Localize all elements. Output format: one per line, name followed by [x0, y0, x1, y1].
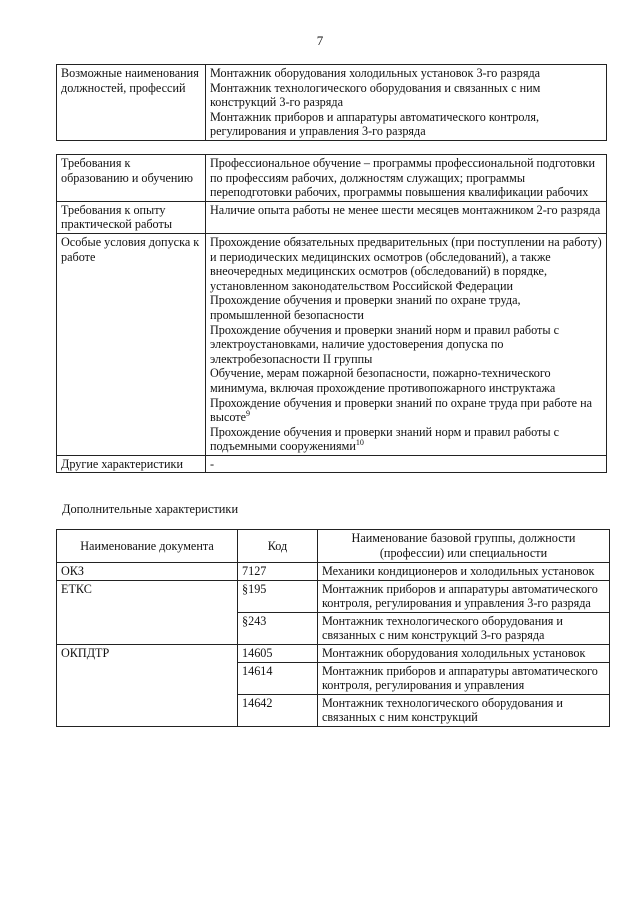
code-cell: §195: [238, 580, 318, 612]
requirements-table: [56, 154, 607, 473]
footnote-marker: 10: [355, 438, 364, 448]
positions-values: [206, 65, 607, 141]
positions-label: Возможные наименования должностей, профессий: [57, 65, 206, 141]
position-item: Монтажник оборудования холодильных установок 3-го разряда: [210, 66, 541, 80]
admission-label: Особые условия допуска к работе: [57, 233, 206, 455]
additional-table: [56, 529, 610, 727]
code-cell: §243: [238, 612, 318, 644]
experience-value: Наличие опыта работы не менее шести месяцев монтажником 2-го разряда: [206, 201, 607, 233]
header-code: Код: [238, 530, 318, 563]
header-name: Наименование базовой группы, должности (профессии) или специальности: [318, 530, 610, 563]
admission-values: [206, 233, 607, 455]
table-row: [57, 155, 607, 202]
code-cell: 14642: [238, 694, 318, 726]
other-label: Другие характеристики: [57, 455, 206, 473]
admission-item: Обучение, мерам пожарной безопасности, пожарно-технического минимума, включая прохождение противопожарного инструктажа: [210, 366, 556, 395]
name-cell: Монтажник технологического оборудования и связанных с ним конструкций: [318, 694, 610, 726]
doc-etks: ЕТКС: [57, 580, 238, 644]
name-cell: Монтажник оборудования холодильных установок: [318, 644, 610, 662]
name-cell: Монтажник приборов и аппаратуры автоматического контроля, регулирования и управления 3-го разряда: [318, 580, 610, 612]
name-cell: Монтажник технологического оборудования и связанных с ним конструкций 3-го разряда: [318, 612, 610, 644]
admission-item: Прохождение обучения и проверки знаний норм и правил работы с электроустановками, наличие удостоверения допуска по электробезопасности II группы: [210, 322, 560, 366]
code-cell: 14605: [238, 644, 318, 662]
admission-item: Прохождение обучения и проверки знаний норм и правил работы с подъемными сооружениями: [210, 424, 560, 454]
table-row: [57, 233, 607, 455]
code-cell: 14614: [238, 662, 318, 694]
header-document: Наименование документа: [57, 530, 238, 563]
code-cell: 7127: [238, 563, 318, 581]
admission-item-wrapper: [210, 396, 602, 425]
other-value: -: [206, 455, 607, 473]
name-cell: Монтажник приборов и аппаратуры автоматического контроля, регулирования и управления: [318, 662, 610, 694]
education-label: Требования к образованию и обучению: [57, 155, 206, 202]
admission-item: Прохождение обучения и проверки знаний по охране труда, промышленной безопасности: [210, 293, 521, 322]
additional-title: Дополнительные характеристики: [62, 502, 239, 516]
experience-label: Требования к опыту практической работы: [57, 201, 206, 233]
position-item: Монтажник технологического оборудования и связанных с ним конструкций 3-го разряда: [210, 80, 541, 110]
doc-okpdtr: ОКПДТР: [57, 644, 238, 726]
education-value: Профессиональное обучение – программы профессиональной подготовки по профессиям рабочих, должностям служащих; программы переподготовки рабочих, программы повышения квалификации рабочих: [206, 155, 607, 202]
table-row: [57, 455, 607, 473]
table-row: [57, 580, 610, 612]
admission-item: Прохождение обучения и проверки знаний по охране труда при работе на высоте: [210, 395, 593, 425]
doc-okz: ОКЗ: [57, 563, 238, 581]
table-row: [57, 201, 607, 233]
admission-item-wrapper: [210, 425, 602, 454]
table-row: [57, 563, 610, 581]
table-row: [57, 644, 610, 662]
page-number: 7: [316, 33, 324, 48]
table-row: [57, 65, 607, 141]
footnote-marker: 9: [246, 409, 251, 419]
positions-table: [56, 64, 607, 141]
name-cell: Механики кондиционеров и холодильных установок: [318, 563, 610, 581]
position-item: Монтажник приборов и аппаратуры автоматического контроля, регулирования и управления 3-го разряда: [210, 109, 540, 139]
table-header-row: [57, 530, 610, 563]
admission-item: Прохождение обязательных предварительных (при поступлении на работу) и периодических медицинских осмотров (обследований), а также внеочередных медицинских осмотров (обследований) в порядке, установленном законодательством Российской Федерации: [210, 234, 602, 293]
